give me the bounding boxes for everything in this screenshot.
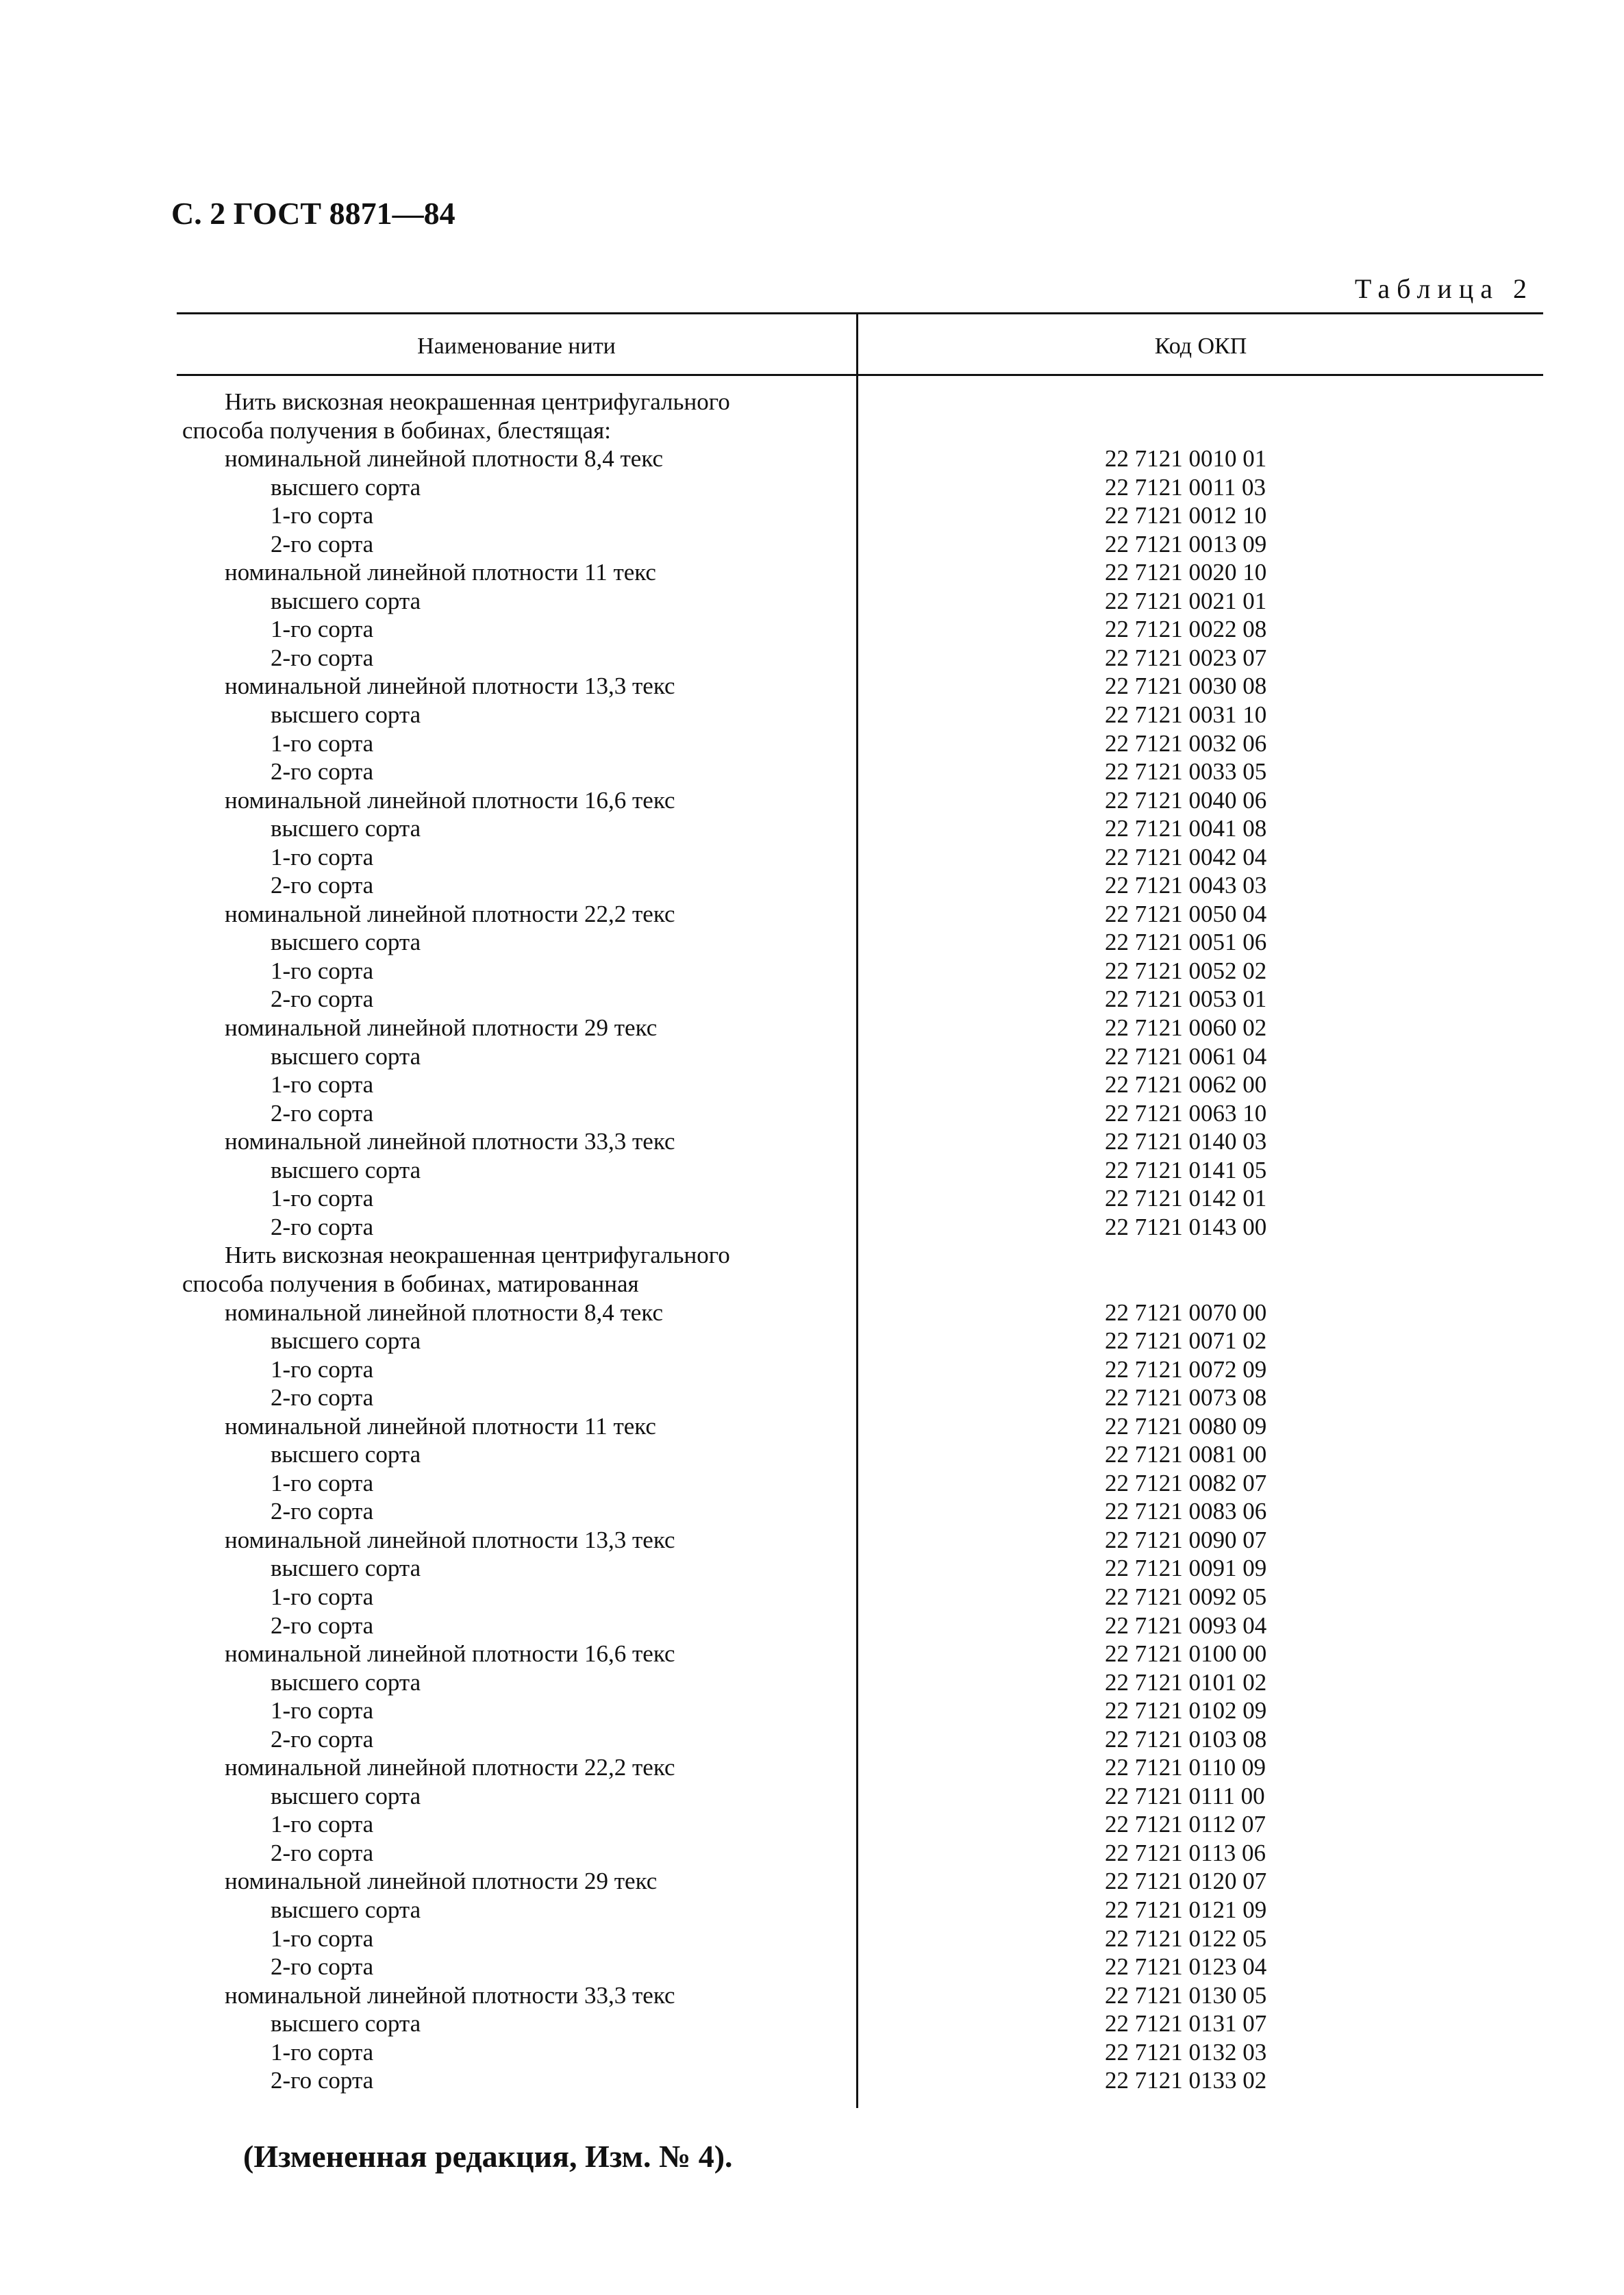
thread-name: номинальной линейной плотности 29 текс (225, 1868, 658, 1895)
thread-name: номинальной линейной плотности 22,2 текс (225, 900, 675, 927)
okp-code: 22 7121 0082 07 (1105, 1469, 1267, 1496)
table-header-rule (177, 374, 1543, 376)
table-row (177, 1070, 1543, 1099)
thread-name: Нить вискозная неокрашенная центрифугального (225, 1242, 730, 1269)
okp-code: 22 7121 0091 09 (1105, 1555, 1267, 1582)
thread-name: высшего сорта (271, 1327, 421, 1355)
table-row (177, 729, 1543, 758)
thread-name: 2-го сорта (271, 1384, 374, 1412)
table-row (177, 1383, 1543, 1412)
thread-name: номинальной линейной плотности 13,3 текс (225, 1526, 675, 1553)
table-row (177, 1497, 1543, 1526)
thread-name: 1-го сорта (271, 2038, 374, 2066)
thread-name: 2-го сорта (271, 1839, 374, 1866)
table-row (177, 1583, 1543, 1611)
table-row (177, 444, 1543, 473)
thread-name: номинальной линейной плотности 33,3 текс (225, 1128, 675, 1155)
thread-name: высшего сорта (271, 1042, 421, 1070)
okp-code: 22 7121 0043 03 (1105, 872, 1267, 899)
okp-code: 22 7121 0011 03 (1105, 473, 1266, 501)
table-row (177, 672, 1543, 701)
okp-code: 22 7121 0033 05 (1105, 758, 1267, 786)
okp-code: 22 7121 0061 04 (1105, 1042, 1267, 1070)
table-row (177, 1099, 1543, 1128)
okp-code: 22 7121 0032 06 (1105, 729, 1267, 757)
table-row (177, 871, 1543, 900)
thread-name: способа получения в бобинах, блестящая: (182, 416, 611, 444)
table-row (177, 587, 1543, 616)
thread-name: 2-го сорта (271, 1099, 374, 1127)
table-row (177, 1611, 1543, 1640)
table-row (177, 1753, 1543, 1782)
table-row (177, 757, 1543, 786)
table-row (177, 501, 1543, 530)
thread-name: номинальной линейной плотности 11 текс (225, 559, 656, 586)
thread-name: 2-го сорта (271, 1213, 374, 1240)
okp-code: 22 7121 0023 07 (1105, 644, 1267, 671)
table-row (177, 1184, 1543, 1213)
table-row (177, 985, 1543, 1014)
table-row (177, 843, 1543, 872)
okp-code: 22 7121 0101 02 (1105, 1668, 1267, 1696)
okp-code: 22 7121 0110 09 (1105, 1754, 1266, 1781)
okp-code: 22 7121 0052 02 (1105, 957, 1267, 984)
thread-name: 1-го сорта (271, 957, 374, 984)
thread-name: номинальной линейной плотности 11 текс (225, 1412, 656, 1440)
thread-name: высшего сорта (271, 2010, 421, 2037)
table-row (177, 644, 1543, 673)
amendment-note: (Измененная редакция, Изм. № 4). (243, 2139, 733, 2174)
thread-name: высшего сорта (271, 473, 421, 501)
thread-name: номинальной линейной плотности 33,3 текс (225, 1981, 675, 2009)
thread-name: номинальной линейной плотности 8,4 текс (225, 445, 663, 473)
okp-code: 22 7121 0122 05 (1105, 1924, 1267, 1952)
thread-name: 1-го сорта (271, 1185, 374, 1212)
thread-name: 2-го сорта (271, 1611, 374, 1639)
table-row (177, 814, 1543, 843)
thread-name: высшего сорта (271, 1555, 421, 1582)
thread-name: 1-го сорта (271, 616, 374, 643)
thread-name: 2-го сорта (271, 1953, 374, 1981)
okp-code: 22 7121 0130 05 (1105, 1981, 1267, 2009)
okp-code: 22 7121 0123 04 (1105, 1953, 1267, 1981)
table-row (177, 2009, 1543, 2038)
okp-code: 22 7121 0132 03 (1105, 2038, 1267, 2066)
okp-code: 22 7121 0010 01 (1105, 445, 1267, 473)
table-row (177, 1953, 1543, 1981)
table-row (177, 1668, 1543, 1697)
thread-name: номинальной линейной плотности 13,3 текс (225, 673, 675, 700)
okp-code: 22 7121 0100 00 (1105, 1640, 1267, 1668)
thread-name: 1-го сорта (271, 1583, 374, 1610)
thread-name: высшего сорта (271, 701, 421, 729)
thread-name: способа получения в бобинах, матированная (182, 1270, 639, 1297)
table-row (177, 1241, 1543, 1270)
okp-code: 22 7121 0062 00 (1105, 1071, 1267, 1099)
thread-name: 2-го сорта (271, 872, 374, 899)
okp-code: 22 7121 0111 00 (1105, 1782, 1265, 1809)
thread-name: высшего сорта (271, 929, 421, 956)
table-row (177, 1924, 1543, 1953)
table-row (177, 1270, 1543, 1299)
okp-code: 22 7121 0051 06 (1105, 929, 1267, 956)
thread-name: номинальной линейной плотности 22,2 текс (225, 1754, 675, 1781)
okp-code: 22 7121 0142 01 (1105, 1185, 1267, 1212)
thread-name: номинальной линейной плотности 16,6 текс (225, 786, 675, 814)
table-row (177, 1412, 1543, 1441)
thread-name: 1-го сорта (271, 729, 374, 757)
okp-code: 22 7121 0040 06 (1105, 786, 1267, 814)
thread-name: 1-го сорта (271, 843, 374, 870)
thread-name: номинальной линейной плотности 29 текс (225, 1014, 658, 1042)
thread-name: 1-го сорта (271, 1071, 374, 1099)
okp-code: 22 7121 0020 10 (1105, 559, 1267, 586)
table-row (177, 1640, 1543, 1668)
table-row (177, 1696, 1543, 1725)
okp-code: 22 7121 0092 05 (1105, 1583, 1267, 1610)
table-row (177, 615, 1543, 644)
table-label: Таблица 2 (1354, 273, 1534, 304)
okp-code: 22 7121 0042 04 (1105, 843, 1267, 870)
okp-code: 22 7121 0141 05 (1105, 1156, 1267, 1183)
table-body (177, 388, 1543, 2095)
table-row (177, 928, 1543, 957)
okp-code: 22 7121 0013 09 (1105, 530, 1267, 557)
table-row (177, 1867, 1543, 1896)
table-row (177, 1127, 1543, 1156)
table-row (177, 388, 1543, 416)
thread-name: номинальной линейной плотности 16,6 текс (225, 1640, 675, 1668)
thread-name: 2-го сорта (271, 530, 374, 557)
thread-name: высшего сорта (271, 1782, 421, 1809)
okp-code: 22 7121 0060 02 (1105, 1014, 1267, 1042)
table-row (177, 530, 1543, 559)
thread-name: высшего сорта (271, 815, 421, 842)
okp-code: 22 7121 0041 08 (1105, 815, 1267, 842)
thread-name: номинальной линейной плотности 8,4 текс (225, 1299, 663, 1326)
thread-name: 1-го сорта (271, 502, 374, 529)
thread-name: Нить вискозная неокрашенная центрифугального (225, 388, 730, 415)
okp-code: 22 7121 0081 00 (1105, 1441, 1267, 1468)
okp-code: 22 7121 0120 07 (1105, 1868, 1267, 1895)
table-row (177, 473, 1543, 502)
okp-code: 22 7121 0071 02 (1105, 1327, 1267, 1355)
thread-name: высшего сорта (271, 1668, 421, 1696)
okp-code: 22 7121 0140 03 (1105, 1128, 1267, 1155)
thread-name: 1-го сорта (271, 1697, 374, 1725)
okp-code: 22 7121 0083 06 (1105, 1498, 1267, 1525)
okp-code: 22 7121 0090 07 (1105, 1526, 1267, 1553)
thread-name: 2-го сорта (271, 1498, 374, 1525)
table-row (177, 786, 1543, 815)
okp-code: 22 7121 0030 08 (1105, 673, 1267, 700)
okp-code: 22 7121 0063 10 (1105, 1099, 1267, 1127)
thread-name: 2-го сорта (271, 758, 374, 786)
table-row (177, 1810, 1543, 1839)
table-row (177, 1014, 1543, 1042)
okp-code: 22 7121 0022 08 (1105, 616, 1267, 643)
thread-name: высшего сорта (271, 1896, 421, 1923)
table-row (177, 1896, 1543, 1924)
okp-code: 22 7121 0050 04 (1105, 900, 1267, 927)
thread-name: 2-го сорта (271, 644, 374, 671)
thread-name: 1-го сорта (271, 1469, 374, 1496)
okp-code: 22 7121 0143 00 (1105, 1213, 1267, 1240)
okp-code: 22 7121 0080 09 (1105, 1412, 1267, 1440)
okp-code: 22 7121 0112 07 (1105, 1811, 1266, 1838)
thread-name: высшего сорта (271, 1441, 421, 1468)
table-row (177, 2038, 1543, 2067)
table-row (177, 1299, 1543, 1327)
table-row (177, 1981, 1543, 2010)
okp-code: 22 7121 0103 08 (1105, 1725, 1267, 1753)
table-row (177, 1725, 1543, 1754)
table-row (177, 1782, 1543, 1811)
thread-name: высшего сорта (271, 1156, 421, 1183)
okp-code: 22 7121 0021 01 (1105, 587, 1267, 614)
okp-code: 22 7121 0113 06 (1105, 1839, 1266, 1866)
table-row (177, 2066, 1543, 2095)
okp-code: 22 7121 0093 04 (1105, 1611, 1267, 1639)
table-top-rule (177, 312, 1543, 314)
okp-code: 22 7121 0073 08 (1105, 1384, 1267, 1412)
table-row (177, 1156, 1543, 1185)
okp-code: 22 7121 0102 09 (1105, 1697, 1267, 1725)
table-row (177, 957, 1543, 986)
okp-code: 22 7121 0133 02 (1105, 2067, 1267, 2094)
table-row (177, 1469, 1543, 1498)
okp-code: 22 7121 0070 00 (1105, 1299, 1267, 1326)
column-header-name: Наименование нити (417, 334, 616, 359)
thread-name: 1-го сорта (271, 1355, 374, 1383)
table-row (177, 1213, 1543, 1242)
table-row (177, 416, 1543, 445)
table-row (177, 1440, 1543, 1469)
thread-name: 2-го сорта (271, 1725, 374, 1753)
table-row (177, 1327, 1543, 1355)
okp-code: 22 7121 0031 10 (1105, 701, 1267, 729)
thread-name: 1-го сорта (271, 1924, 374, 1952)
table-row (177, 558, 1543, 587)
table-row (177, 1042, 1543, 1071)
okp-code: 22 7121 0012 10 (1105, 502, 1267, 529)
okp-code: 22 7121 0053 01 (1105, 986, 1267, 1013)
page-header: С. 2 ГОСТ 8871—84 (171, 196, 455, 231)
thread-name: 2-го сорта (271, 2067, 374, 2094)
table-row (177, 900, 1543, 929)
thread-name: 2-го сорта (271, 986, 374, 1013)
table-row (177, 701, 1543, 729)
okp-code: 22 7121 0121 09 (1105, 1896, 1267, 1923)
table-row (177, 1554, 1543, 1583)
okp-code: 22 7121 0131 07 (1105, 2010, 1267, 2037)
table-row (177, 1355, 1543, 1384)
table-row (177, 1839, 1543, 1868)
thread-name: 1-го сорта (271, 1811, 374, 1838)
okp-code: 22 7121 0072 09 (1105, 1355, 1267, 1383)
table-row (177, 1526, 1543, 1555)
thread-name: высшего сорта (271, 587, 421, 614)
column-header-code: Код ОКП (1154, 334, 1247, 359)
